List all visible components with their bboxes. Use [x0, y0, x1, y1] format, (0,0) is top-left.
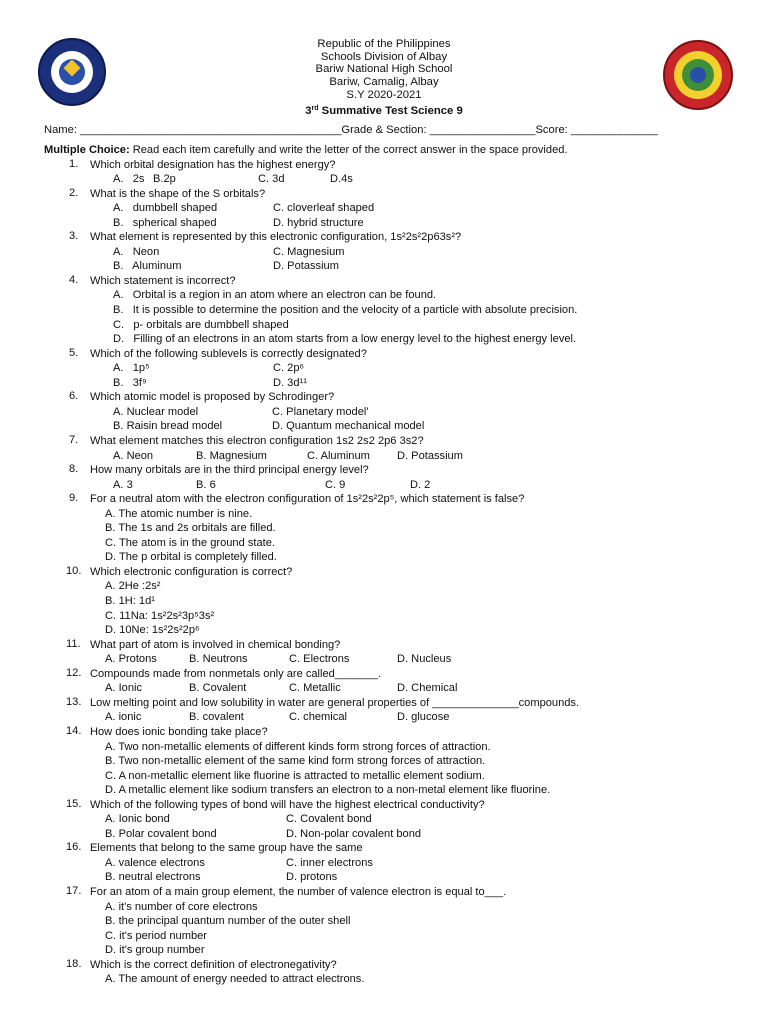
question-text: How does ionic bonding take place?	[90, 725, 268, 738]
answer-option: B. Magnesium	[196, 449, 267, 462]
answer-option: B. spherical shaped	[113, 216, 217, 229]
question-text: Which atomic model is proposed by Schrodinger?	[90, 391, 335, 404]
answer-option: B. Polar covalent bond	[105, 827, 217, 840]
question-number: 14.	[66, 724, 82, 737]
question-text: What is the shape of the S orbitals?	[90, 187, 266, 200]
question-text: Which is the correct definition of electronegativity?	[90, 958, 337, 971]
test-title	[0, 103, 768, 118]
answer-option: B. 3f⁹	[113, 376, 147, 389]
answer-option: D. 3d¹¹	[273, 376, 307, 389]
question-number: 9.	[69, 492, 79, 505]
answer-option: A. Nuclear model	[113, 405, 199, 418]
question-text: Which statement is incorrect?	[90, 274, 236, 287]
answer-option: D.4s	[330, 173, 353, 186]
answer-option: B. Aluminum	[113, 260, 182, 273]
answer-option: C. 3d	[258, 173, 285, 186]
question-text: Which of the following sublevels is correctly designated?	[90, 347, 367, 360]
answer-option: A. Protons	[105, 653, 157, 666]
answer-option: D. hybrid structure	[273, 216, 364, 229]
question-text: Which of the following types of bond will have the highest electrical conductivity?	[90, 798, 485, 811]
answer-option: A. Neon	[113, 245, 160, 258]
answer-option: C. inner electrons	[286, 856, 373, 869]
answer-option: A. 3	[113, 478, 133, 491]
answer-option: C. Aluminum	[307, 449, 370, 462]
question-number: 5.	[69, 346, 79, 359]
question-text: What element matches this electron configuration 1s2 2s2 2p6 3s2?	[90, 434, 424, 447]
answer-option: B. 1H: 1d¹	[105, 595, 155, 607]
answer-option: C. Planetary model'	[272, 405, 369, 418]
answer-option: B. the principal quantum number of the outer shell	[105, 915, 351, 928]
question-text: Elements that belong to the same group have the same	[90, 842, 363, 855]
instructions	[44, 144, 568, 156]
question-number: 1.	[69, 157, 79, 170]
answer-option: A. Neon	[113, 449, 154, 462]
answer-option: D. The p orbital is completely filled.	[105, 551, 277, 564]
document-header	[0, 38, 768, 117]
answer-option: D. Potassium	[273, 260, 339, 273]
answer-option: A. it's number of core electrons	[105, 900, 258, 913]
answer-option: C. A non-metallic element like fluorine is attracted to metallic element sodium.	[105, 769, 485, 782]
answer-option: D. protons	[286, 871, 338, 884]
answer-option: B. Neutrons	[189, 653, 248, 666]
answer-option: A. The atomic number is nine.	[105, 507, 253, 520]
header-school: Bariw National High School	[315, 63, 453, 76]
question-text: What part of atom is involved in chemical bonding?	[90, 638, 341, 651]
question-text: For a neutral atom with the electron configuration of 1s²2s²2p⁵, which statement is false?	[90, 493, 525, 506]
answer-option: A. 1p⁵	[113, 362, 150, 375]
header-school-year: S.Y 2020-2021	[346, 88, 422, 101]
question-number: 12.	[66, 666, 82, 679]
answer-option: B. Covalent	[189, 682, 247, 695]
answer-option: A. Ionic	[105, 682, 142, 695]
answer-option: C. 11Na: 1s²2s²3p⁵3s²	[105, 609, 215, 622]
question-text: Compounds made from nonmetals only are called_______.	[90, 667, 382, 680]
answer-option: C. chemical	[289, 711, 347, 724]
answer-option: D. Quantum mechanical model	[272, 420, 425, 433]
question-text: Which electronic configuration is correct?	[90, 565, 293, 578]
answer-option: C. Magnesium	[273, 245, 345, 258]
answer-option: B. Raisin bread model	[113, 420, 223, 433]
question-number: 16.	[66, 841, 82, 854]
answer-option: D. A metallic element like sodium transfers an electron to a non-metal element like fluorine.	[105, 784, 551, 797]
answer-option: C. it's period number	[105, 929, 208, 942]
answer-option: A. ionic	[105, 711, 142, 724]
answer-option: A. The amount of energy needed to attract electrons.	[105, 973, 365, 986]
answer-option: A. Orbital is a region in an atom where an electron can be found.	[113, 289, 437, 302]
answer-option: A. valence electrons	[105, 856, 205, 869]
question-text: Low melting point and low solubility in water are general properties of ______________compounds.	[90, 696, 580, 709]
question-number: 6.	[69, 390, 79, 403]
answer-option: D. Nucleus	[397, 653, 452, 666]
question-text: How many orbitals are in the third principal energy level?	[90, 464, 369, 477]
answer-option: C. Metallic	[289, 682, 341, 695]
question-text: What element is represented by this electronic configuration, 1s²2s²2p63s²?	[90, 231, 462, 244]
answer-option: D. Potassium	[397, 449, 463, 462]
question-number: 10.	[66, 564, 82, 577]
question-number: 13.	[66, 695, 82, 708]
title-ordinal: rd	[311, 104, 319, 112]
answer-option: D. 10Ne: 1s²2s²2p⁶	[105, 624, 200, 637]
answer-option: C. Electrons	[289, 653, 350, 666]
answer-option: B.2p	[153, 173, 176, 186]
answer-option: A. Ionic bond	[105, 813, 170, 826]
header-republic: Republic of the Philippines	[317, 38, 451, 50]
question-number: 15.	[66, 797, 82, 810]
question-number: 4.	[69, 273, 79, 286]
question-number: 7.	[69, 433, 79, 446]
answer-option: A. dumbbell shaped	[113, 202, 218, 215]
answer-option: B. 6	[196, 478, 216, 491]
answer-option: D. glucose	[397, 711, 450, 724]
question-text: Which orbital designation has the highest energy?	[90, 158, 336, 171]
title-number: 3	[305, 104, 312, 117]
answer-option: C. Covalent bond	[286, 813, 372, 826]
answer-option: D. 2	[410, 478, 431, 491]
instructions-text: Read each item carefully and write the letter of the correct answer in the space provided.	[129, 144, 568, 156]
answer-option: C. cloverleaf shaped	[273, 202, 375, 215]
title-text: Summative Test Science 9	[318, 104, 463, 117]
answer-option: D. Non-polar covalent bond	[286, 827, 422, 840]
question-number: 17.	[66, 885, 82, 897]
answer-option: B. covalent	[189, 711, 244, 724]
answer-option: A. 2He :2s²	[105, 580, 161, 593]
question-number: 2.	[69, 186, 79, 199]
answer-option: D. Filling of an electrons in an atom starts from a low energy level to the highest energy level.	[113, 333, 577, 346]
answer-option: A. 2s	[113, 173, 145, 186]
answer-option: B. The 1s and 2s orbitals are filled.	[105, 522, 276, 535]
answer-option: A. Two non-metallic elements of different kinds form strong forces of attraction.	[105, 740, 491, 753]
name-grade-score-line[interactable]: Name: __________________________________________Grade & Section: _________________Score: ______________	[44, 124, 659, 136]
question-number: 11.	[66, 637, 81, 650]
answer-option: D. Chemical	[397, 682, 458, 695]
answer-option: D. it's group number	[105, 944, 205, 957]
answer-option: B. It is possible to determine the position and the velocity of a particle with absolute precision.	[113, 304, 578, 316]
instructions-label: Multiple Choice:	[44, 144, 130, 156]
question-number: 18.	[66, 957, 82, 970]
answer-option: C. p- orbitals are dumbbell shaped	[113, 318, 289, 331]
question-number: 3.	[69, 230, 79, 243]
answer-option: C. 2p⁶	[273, 362, 305, 375]
answer-option: C. 9	[325, 478, 346, 491]
question-text: For an atom of a main group element, the number of valence electron is equal to___.	[90, 886, 507, 898]
question-number: 8.	[69, 463, 79, 476]
header-division: Schools Division of Albay	[320, 50, 448, 63]
answer-option: B. Two non-metallic element of the same kind form strong forces of attraction.	[105, 755, 486, 768]
header-address: Bariw, Camalig, Albay	[329, 76, 439, 89]
answer-option: B. neutral electrons	[105, 871, 201, 884]
answer-option: C. The atom is in the ground state.	[105, 536, 275, 549]
